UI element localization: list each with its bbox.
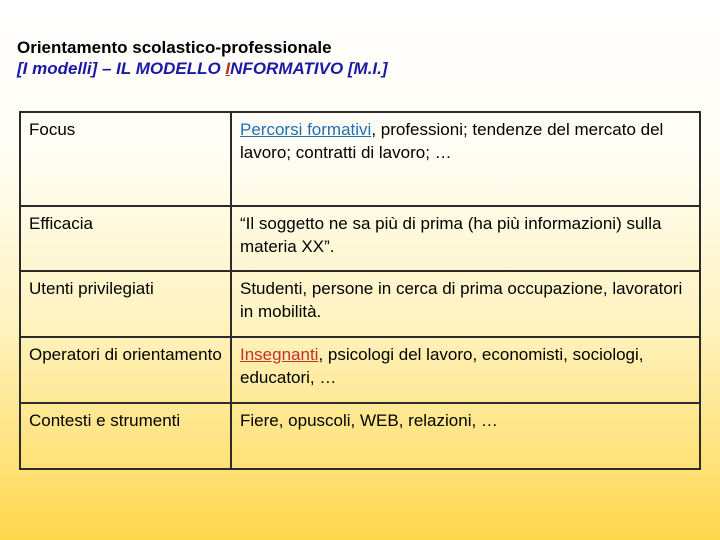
row-label: Efficacia — [20, 206, 231, 271]
subtitle-prefix: [I modelli] – IL MODELLO — [17, 59, 226, 78]
row-label: Utenti privilegiati — [20, 271, 231, 337]
slide-title: Orientamento scolastico-professionale — [17, 38, 332, 57]
row-label: Focus — [20, 112, 231, 206]
row-label: Contesti e strumenti — [20, 403, 231, 469]
slide-subtitle — [17, 58, 388, 79]
table-row — [20, 206, 700, 271]
insegnanti-link[interactable]: Insegnanti — [240, 345, 319, 364]
table-row — [20, 337, 700, 403]
subtitle-highlight: I — [225, 59, 231, 78]
row-value: “Il soggetto ne sa più di prima (ha più informazioni) sulla materia XX”. — [231, 206, 700, 271]
row-value-text: , professioni; tendenze del mercato del lavoro; contratti di lavoro; … — [240, 120, 664, 162]
row-value — [231, 112, 700, 206]
row-label: Operatori di orientamento — [20, 337, 231, 403]
table-row — [20, 403, 700, 469]
percorsi-formativi-link[interactable]: Percorsi formativi — [240, 120, 372, 139]
row-value: Studenti, persone in cerca di prima occupazione, lavoratori in mobilità. — [231, 271, 700, 337]
row-value: Fiere, opuscoli, WEB, relazioni, … — [231, 403, 700, 469]
table-row — [20, 112, 700, 206]
model-table — [19, 111, 701, 470]
row-value-text: , psicologi del lavoro, economisti, sociologi, educatori, … — [240, 345, 644, 387]
subtitle-rest: NFORMATIVO [M.I.] — [230, 59, 388, 78]
row-value — [231, 337, 700, 403]
table-row — [20, 271, 700, 337]
slide-header — [17, 37, 388, 79]
